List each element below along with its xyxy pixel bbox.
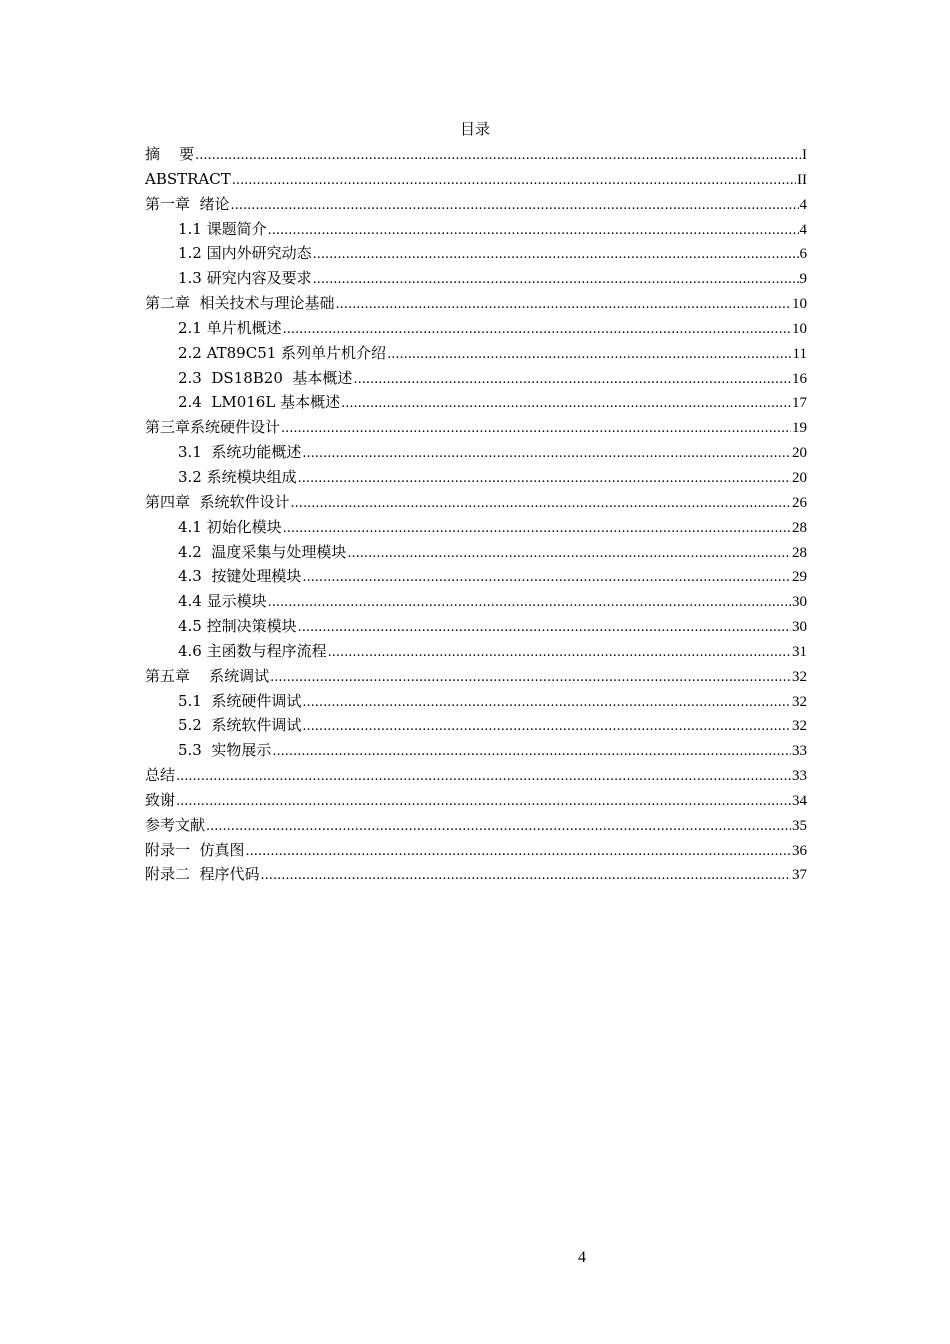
toc-entry-label: 第三章系统硬件设计 xyxy=(145,418,281,437)
toc-entry-page: 20 xyxy=(792,445,807,462)
toc-dot-leader xyxy=(313,243,799,266)
toc-entry-label: 第四章 系统软件设计 xyxy=(145,492,290,511)
toc-entry-label: 1.2 国内外研究动态 xyxy=(178,244,312,263)
toc-entry[interactable] xyxy=(145,167,807,192)
toc-dot-leader xyxy=(298,616,791,639)
toc-entry[interactable] xyxy=(145,217,807,242)
toc-entry-page: 6 xyxy=(799,246,807,263)
toc-dot-leader xyxy=(298,467,791,490)
toc-dot-leader xyxy=(270,666,791,689)
toc-entry-page: 9 xyxy=(799,271,807,288)
toc-entry-label: 总结 xyxy=(145,766,176,785)
toc-entry-page: 17 xyxy=(792,395,807,412)
toc-entry-page: II xyxy=(797,171,807,188)
toc-entry[interactable] xyxy=(145,415,807,440)
toc-dot-leader xyxy=(261,864,791,887)
toc-dot-leader xyxy=(347,542,791,565)
toc-dot-leader xyxy=(302,715,791,738)
toc-entry[interactable] xyxy=(145,291,807,316)
toc-dot-leader xyxy=(206,815,791,838)
toc-dot-leader xyxy=(291,492,791,515)
toc-entry-page: 29 xyxy=(792,569,807,586)
toc-entry-label: 参考文献 xyxy=(145,815,206,834)
toc-entry-page: 28 xyxy=(792,544,807,561)
toc-dot-leader xyxy=(353,368,791,391)
toc-entry-page: 35 xyxy=(792,817,807,834)
toc-entry[interactable] xyxy=(145,142,807,167)
toc-entry-label: 4.1 初始化模块 xyxy=(178,517,282,536)
page-number: 4 xyxy=(578,1249,586,1266)
toc-dot-leader xyxy=(268,219,799,242)
toc-entry[interactable] xyxy=(145,788,807,813)
toc-entry-page: 32 xyxy=(792,718,807,735)
toc-entry-page: 4 xyxy=(799,196,807,213)
toc-entry-label: ABSTRACT xyxy=(145,169,231,188)
toc-entry[interactable] xyxy=(145,266,807,291)
toc-entry-label: 5.3 实物展示 xyxy=(178,741,272,760)
toc-entry-label: 1.3 研究内容及要求 xyxy=(178,269,312,288)
toc-entry[interactable] xyxy=(145,862,807,887)
toc-entry-page: 30 xyxy=(792,594,807,611)
toc-entry[interactable] xyxy=(145,589,807,614)
toc-entry-label: 4.5 控制决策模块 xyxy=(178,617,297,636)
toc-entry[interactable] xyxy=(145,316,807,341)
toc-entry-page: 16 xyxy=(792,370,807,387)
toc-entry-page: 33 xyxy=(792,768,807,785)
toc-entry[interactable] xyxy=(145,564,807,589)
toc-entry[interactable] xyxy=(145,540,807,565)
toc-entry-label: 附录一 仿真图 xyxy=(145,840,245,859)
toc-entry-label: 4.4 显示模块 xyxy=(178,592,267,611)
toc-entry-label: 3.1 系统功能概述 xyxy=(178,443,302,462)
toc-entry-page: 10 xyxy=(792,320,807,337)
toc-dot-leader xyxy=(272,740,791,763)
toc-dot-leader xyxy=(336,293,791,316)
toc-dot-leader xyxy=(246,840,791,863)
toc-entry[interactable] xyxy=(145,366,807,391)
toc-entry-page: 10 xyxy=(792,296,807,313)
toc-entry-label: 第二章 相关技术与理论基础 xyxy=(145,294,335,313)
toc-entry-page: 19 xyxy=(792,420,807,437)
toc-entry-page: 32 xyxy=(792,668,807,685)
toc-entry-label: 1.1 课题简介 xyxy=(178,219,267,238)
toc-entry-label: 2.2 AT89C51 系列单片机介绍 xyxy=(178,343,387,362)
toc-entry[interactable] xyxy=(145,639,807,664)
toc-entry[interactable] xyxy=(145,689,807,714)
toc-entry[interactable] xyxy=(145,664,807,689)
toc-dot-leader xyxy=(313,268,799,291)
toc-entry[interactable] xyxy=(145,838,807,863)
toc-dot-leader xyxy=(281,417,791,440)
toc-entry-label: 附录二 程序代码 xyxy=(145,865,260,884)
table-of-contents xyxy=(145,142,807,887)
toc-entry[interactable] xyxy=(145,614,807,639)
toc-entry[interactable] xyxy=(145,341,807,366)
toc-entry-label: 3.2 系统模块组成 xyxy=(178,467,297,486)
toc-entry-label: 致谢 xyxy=(145,790,176,809)
toc-entry-page: 37 xyxy=(792,867,807,884)
toc-entry-page: 30 xyxy=(792,619,807,636)
toc-entry[interactable] xyxy=(145,440,807,465)
toc-entry[interactable] xyxy=(145,390,807,415)
toc-entry-page: 11 xyxy=(792,345,807,362)
toc-entry[interactable] xyxy=(145,192,807,217)
toc-entry-label: 4.6 主函数与程序流程 xyxy=(178,641,327,660)
toc-entry-page: 20 xyxy=(792,469,807,486)
toc-entry-page: 31 xyxy=(792,643,807,660)
toc-title: 目录 xyxy=(459,120,490,138)
toc-dot-leader xyxy=(231,194,799,217)
toc-entry-page: I xyxy=(802,147,807,163)
toc-entry-page: 4 xyxy=(799,221,807,238)
toc-entry[interactable] xyxy=(145,713,807,738)
toc-entry-page: 33 xyxy=(792,743,807,760)
toc-entry[interactable] xyxy=(145,813,807,838)
toc-entry[interactable] xyxy=(145,490,807,515)
toc-entry[interactable] xyxy=(145,465,807,490)
toc-entry-label: 5.1 系统硬件调试 xyxy=(178,691,302,710)
toc-dot-leader xyxy=(302,566,791,589)
toc-entry-label: 4.3 按键处理模块 xyxy=(178,567,302,586)
toc-entry-label: 2.4 LM016L 基本概述 xyxy=(178,393,341,412)
toc-entry[interactable] xyxy=(145,763,807,788)
toc-entry-page: 32 xyxy=(792,693,807,710)
toc-dot-leader xyxy=(302,691,791,714)
toc-entry[interactable] xyxy=(145,515,807,540)
toc-entry-page: 34 xyxy=(792,792,807,809)
toc-dot-leader xyxy=(176,765,791,788)
toc-entry-page: 36 xyxy=(792,842,807,859)
toc-dot-leader xyxy=(328,641,791,664)
toc-entry-label: 第五章 系统调试 xyxy=(145,666,270,685)
toc-entry-label: 5.2 系统软件调试 xyxy=(178,716,302,735)
toc-entry[interactable] xyxy=(145,241,807,266)
toc-dot-leader xyxy=(387,343,791,366)
toc-dot-leader xyxy=(195,144,801,167)
toc-entry-label: 摘 要 xyxy=(145,145,195,163)
toc-entry[interactable] xyxy=(145,738,807,763)
toc-dot-leader xyxy=(283,517,791,540)
toc-entry-page: 26 xyxy=(792,494,807,511)
toc-dot-leader xyxy=(232,169,796,192)
toc-dot-leader xyxy=(268,591,791,614)
toc-entry-label: 4.2 温度采集与处理模块 xyxy=(178,542,347,561)
toc-entry-label: 2.1 单片机概述 xyxy=(178,318,282,337)
toc-dot-leader xyxy=(341,392,791,415)
toc-dot-leader xyxy=(283,318,791,341)
toc-dot-leader xyxy=(176,790,791,813)
toc-entry-page: 28 xyxy=(792,519,807,536)
toc-dot-leader xyxy=(302,442,791,465)
toc-entry-label: 第一章 绪论 xyxy=(145,194,230,213)
toc-entry-label: 2.3 DS18B20 基本概述 xyxy=(178,368,353,387)
